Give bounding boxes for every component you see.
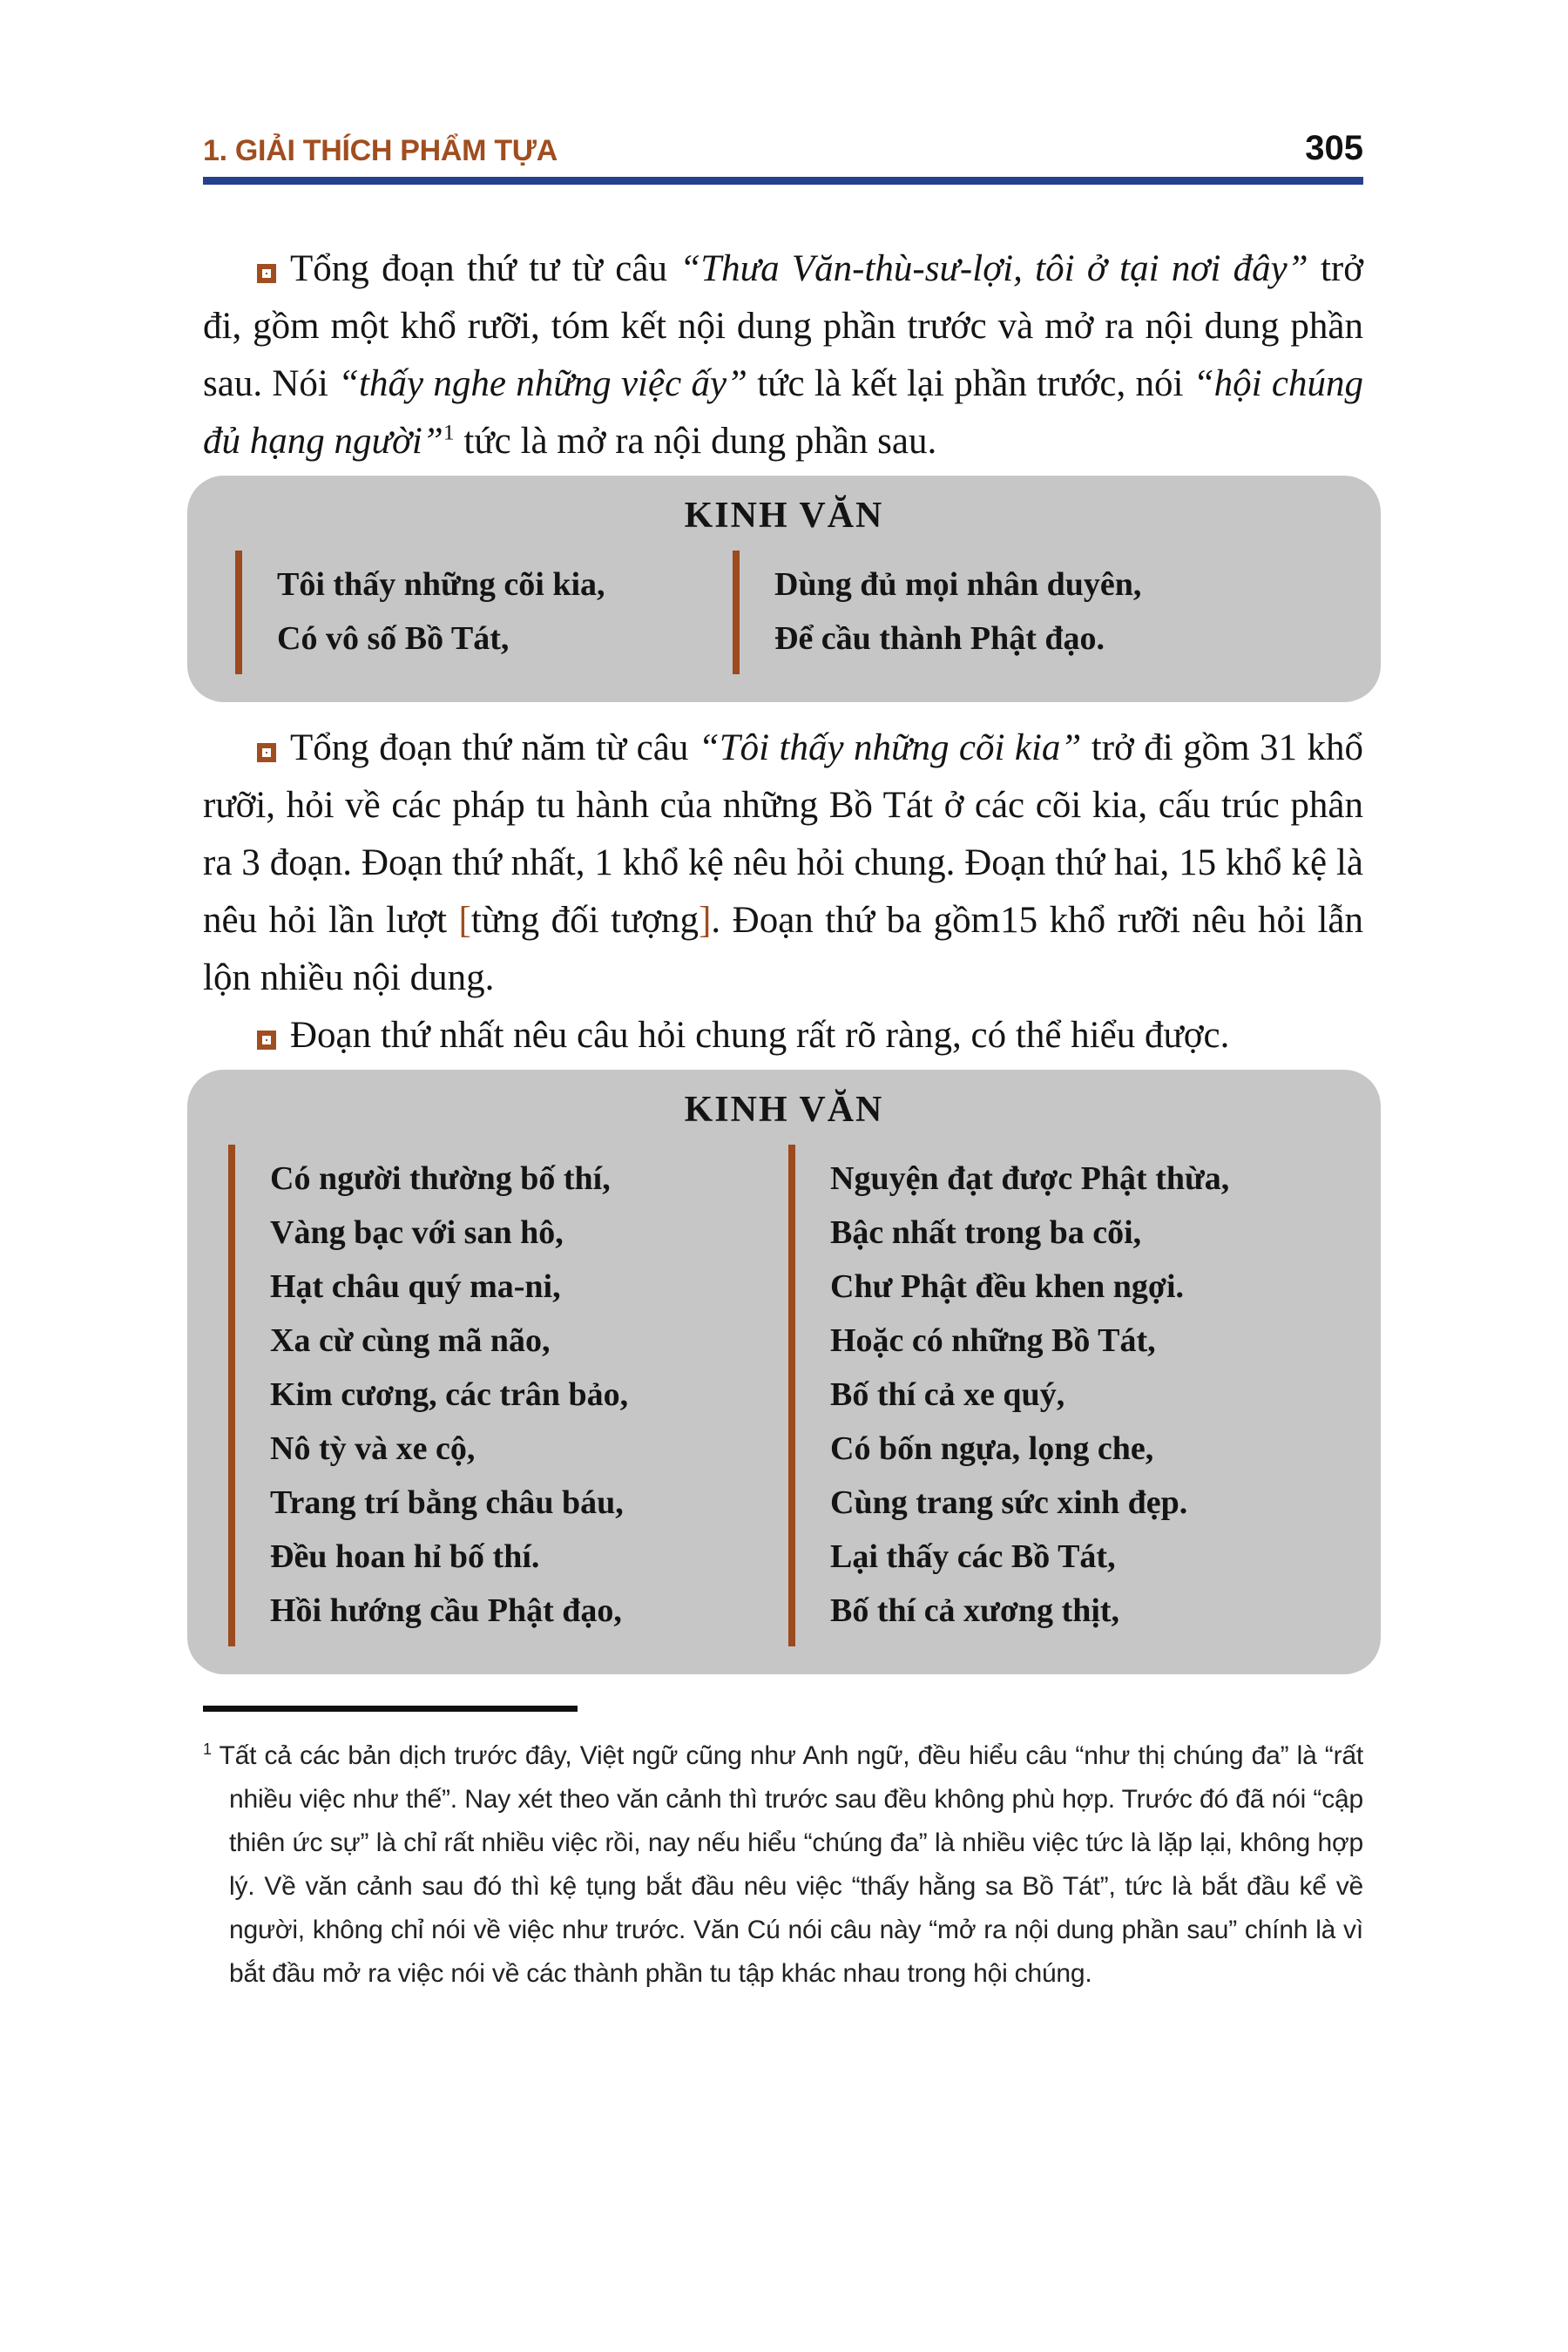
footnote-text: Tất cả các bản dịch trước đây, Việt ngữ cũng như Anh ngữ, đều hiểu câu “như thị chúng đa” là “rất nhiều việc như thế”. Nay xét theo văn cảnh thì trước sau đều không phù hợp. Trước đó đã nói “cập thiên ức sự” là chỉ rất nhiều việc rồi, nay nếu hiểu “chúng đa” là nhiều việc tức là lặp lại, không hợp lý. Về văn cảnh sau đó thì kệ tụng bắt đầu nêu việc “thấy hằng sa Bồ Tát”, tức là bắt đầu kể về người, không chỉ nói về việc như trước. Văn Cú nói câu này “mở ra nội dung phần sau” chính là vì bắt đầu mở ra việc nói về các thành phần tu tập khác nhau trong hội chúng. (219, 1741, 1363, 1988)
paragraph-1-text: Tổng đoạn thứ tư từ câu “Thưa Văn-thù-sư-lợi, tôi ở tại nơi đây” trở đi, gồm một khổ rưỡi, tóm kết nội dung phần trước và mở ra nội dung phần sau. Nói “thấy nghe những việc ấy” tức là kết lại phần trước, nói “hội chúng đủ hạng người”$^1$ tức là mở ra nội dung phần sau. (203, 248, 1363, 462)
section-title: 1. GIẢI THÍCH PHẨM TỰA (203, 134, 558, 167)
verse-line: Vàng bạc với san hô, (270, 1214, 564, 1251)
kinh-van-title: KINH VĂN (684, 1090, 884, 1130)
page-header (203, 129, 1363, 168)
verse-line: Dùng đủ mọi nhân duyên, (774, 566, 1142, 603)
section-bullet-icon (257, 264, 276, 283)
verse-columns (187, 551, 1381, 674)
paragraph-3 (203, 1007, 1363, 1064)
verse-line: Cùng trang sức xinh đẹp. (830, 1484, 1188, 1521)
verse-column-left (228, 1145, 788, 1646)
verse-line: Hồi hướng cầu Phật đạo, (270, 1592, 622, 1629)
paragraph-2-text: Tổng đoạn thứ năm từ câu “Tôi thấy những cõi kia” trở đi gồm 31 khổ rưỡi, hỏi về các pháp tu hành của những Bồ Tát ở các cõi kia, cấu trúc phân ra 3 đoạn. Đoạn thứ nhất, 1 khổ kệ nêu hỏi chung. Đoạn thứ hai, 15 khổ kệ là nêu hỏi lần lượt [từng đối tượng]. Đoạn thứ ba gồm15 khổ rưỡi nêu hỏi lẫn lộn nhiều nội dung. (203, 727, 1364, 998)
kinh-van-box-2 (187, 1070, 1381, 1674)
page-number: 305 (1305, 129, 1363, 167)
verse-line: Bậc nhất trong ba cõi, (830, 1214, 1142, 1251)
verse-line: Nô tỳ và xe cộ, (270, 1430, 476, 1467)
verse-line: Nguyện đạt được Phật thừa, (830, 1160, 1230, 1197)
verse-columns (187, 1145, 1381, 1646)
verse-line: Bố thí cả xương thịt, (830, 1592, 1120, 1629)
verse-line: Lại thấy các Bồ Tát, (830, 1538, 1116, 1575)
verse-line: Bố thí cả xe quý, (830, 1376, 1065, 1413)
paragraph-3-text: Đoạn thứ nhất nêu câu hỏi chung rất rõ ràng, có thể hiểu được. (290, 1015, 1230, 1056)
verse-line: Có bốn ngựa, lọng che, (830, 1430, 1154, 1467)
section-bullet-icon (257, 1031, 276, 1050)
verse-column-left (235, 551, 733, 674)
verse-line: Có vô số Bồ Tát, (277, 620, 510, 657)
verse-line: Xa cừ cùng mã não, (270, 1322, 551, 1359)
verse-line: Tôi thấy những cõi kia, (277, 566, 605, 603)
kinh-van-title: KINH VĂN (684, 496, 884, 536)
verse-line: Hoặc có những Bồ Tát, (830, 1322, 1156, 1359)
verse-line: Đều hoan hỉ bố thí. (270, 1538, 540, 1575)
verse-line: Chư Phật đều khen ngợi. (830, 1268, 1185, 1305)
paragraph-2 (203, 720, 1363, 1007)
verse-line: Hạt châu quý ma-ni, (270, 1268, 561, 1305)
verse-line: Trang trí bằng châu báu, (270, 1484, 624, 1521)
footnote-marker: 1 (203, 1740, 212, 1758)
kinh-van-box-1 (187, 476, 1381, 702)
verse-line: Có người thường bố thí, (270, 1160, 611, 1197)
footnote-separator (203, 1706, 578, 1712)
verse-line: Kim cương, các trân bảo, (270, 1376, 629, 1413)
footnote (203, 1734, 1363, 1996)
verse-column-right (733, 551, 1381, 674)
paragraph-1 (203, 240, 1363, 470)
section-bullet-icon (257, 743, 276, 762)
verse-line: Để cầu thành Phật đạo. (774, 620, 1105, 657)
verse-column-right (788, 1145, 1381, 1646)
header-rule (203, 177, 1363, 185)
